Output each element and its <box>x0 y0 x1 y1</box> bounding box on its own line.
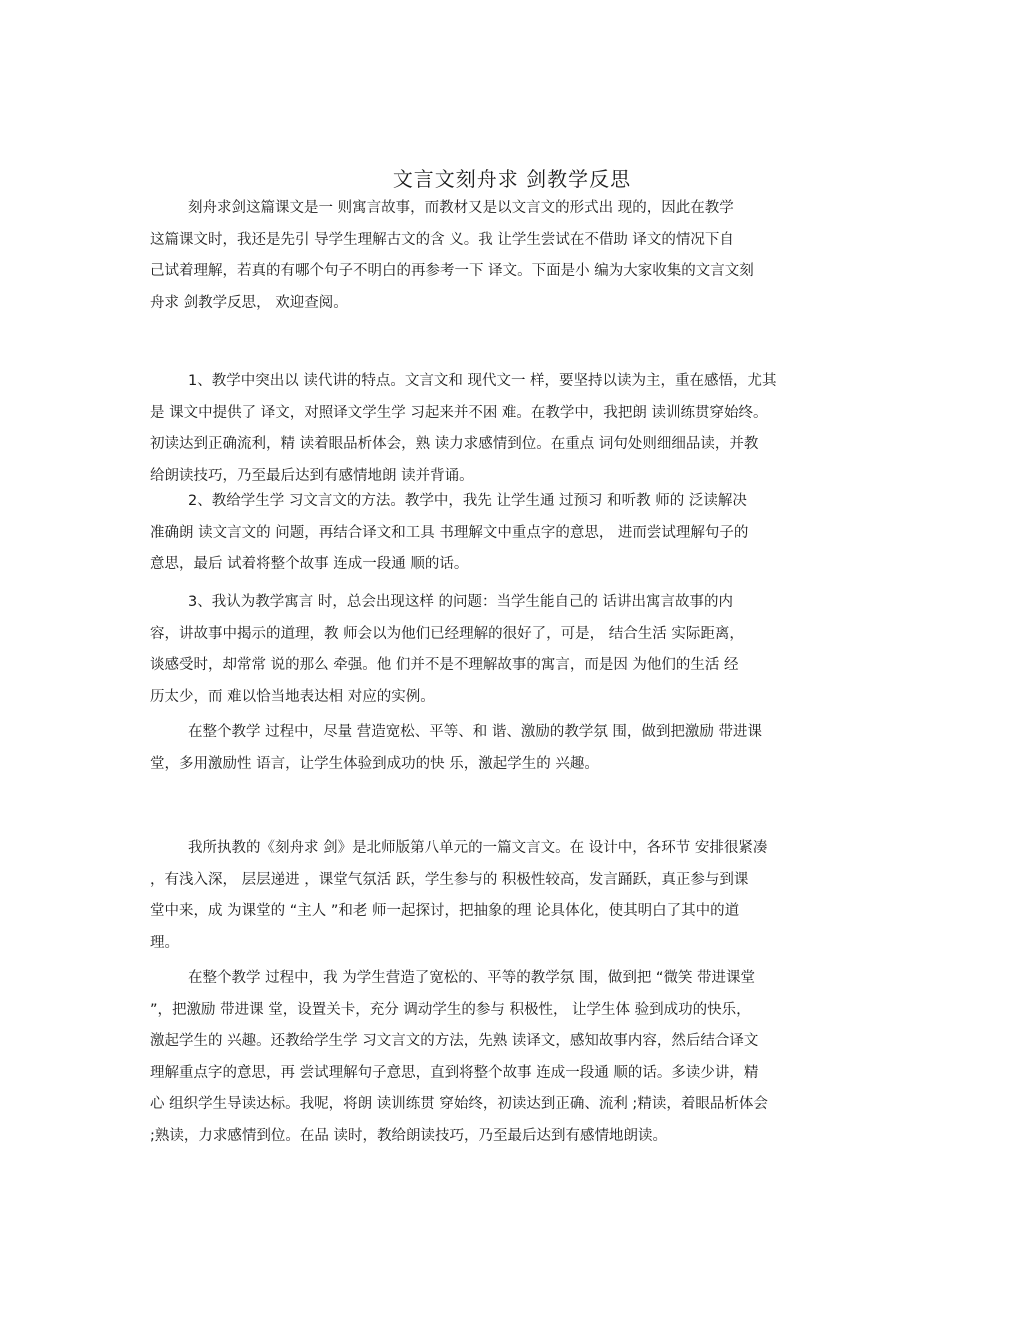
paragraph-point-3 <box>150 587 870 713</box>
text-line: ”，把激励 带进课 堂，设置关卡，充分 调动学生的参与 积极性， 让学生体 验到成功的快乐， <box>150 1001 751 1018</box>
text-line: 刻舟求剑这篇课文是一 则寓言故事，而教材又是以文言文的形式出 现的，因此在教学 <box>188 200 734 216</box>
text-line: 2、教给学生学 习文言文的方法。教学中，我先 让学生通 过预习 和听教 师的 泛读解决 <box>188 493 747 509</box>
text-line: 历太少，而 难以恰当地表达相 对应的实例。 <box>150 688 435 705</box>
text-line: ，有浅入深， 层层递进 ，课堂气氛活 跃，学生参与的 积极性较高，发言踊跃，真正参与到课 <box>150 871 749 888</box>
paragraph-conclusion <box>150 963 870 1152</box>
text-line: 1、教学中突出以 读代讲的特点。文言文和 现代文一 样，要坚持以读为主，重在感悟，尤其 <box>188 373 777 389</box>
text-line: 我所执教的《刻舟求 剑》是北师版第八单元的一篇文言文。在 设计中，各环节 安排很紧凑 <box>188 840 768 856</box>
text-line: 在整个教学 过程中，我 为学生营造了宽松的、平等的教学氛 围，做到把 “微笑 带进课堂 <box>188 970 756 986</box>
text-line: 理解重点字的意思，再 尝试理解句子意思，直到将整个故事 连成一段通 顺的话。多读少讲，精 <box>150 1064 759 1081</box>
paragraph-summary <box>150 717 870 780</box>
text-line: 这篇课文时，我还是先引 导学生理解古文的含 义。我 让学生尝试在不借助 译文的情况下自 <box>150 231 734 248</box>
text-line: 心 组织学生导读达标。我呢，将朗 读训练贯 穿始终，初读达到正确、流利 ;精读，着眼品析体会 <box>150 1096 768 1112</box>
paragraph-point-1 <box>150 366 870 492</box>
paragraph-intro <box>150 193 870 319</box>
text-line: 给朗读技巧，乃至最后达到有感情地朗 读并背诵。 <box>150 467 474 484</box>
paragraph-lesson <box>150 833 870 959</box>
text-line: 堂中来，成 为课堂的 “主人 ”和老 师一起探讨，把抽象的理 论具体化，使其明白了其中的道 <box>150 903 740 919</box>
text-line: 意思，最后 试着将整个故事 连成一段通 顺的话。 <box>150 556 469 572</box>
text-line: 在整个教学 过程中，尽量 营造宽松、平等、和 谐、激励的教学氛 围，做到把激励 带进课 <box>188 724 763 740</box>
text-line: ;熟读，力求感情到位。在品 读时，教给朗读技巧，乃至最后达到有感情地朗读。 <box>150 1127 667 1144</box>
text-line: 谈感受时，却常常 说的那么 牵强。他 们并不是不理解故事的寓言，而是因 为他们的生活 经 <box>150 657 739 673</box>
text-line: 是 课文中提供了 译文，对照译文学生学 习起来并不困 难。在教学中，我把朗 读训练贯穿始终。 <box>150 404 768 421</box>
paragraph-point-2 <box>150 486 870 581</box>
text-line: 激起学生的 兴趣。还教给学生学 习文言文的方法，先熟 读译文，感知故事内容，然后结合译文 <box>150 1033 759 1049</box>
text-line: 堂，多用激励性 语言，让学生体验到成功的快 乐，激起学生的 兴趣。 <box>150 755 599 772</box>
text-line: 初读达到正确流利，精 读着眼品析体会，熟 读力求感情到位。在重点 词句处则细细品读，并教 <box>150 436 759 452</box>
text-line: 理。 <box>150 934 179 951</box>
text-line: 3、我认为教学寓言 时，总会出现这样 的问题：当学生能自己的 话讲出寓言故事的内 <box>188 594 734 610</box>
text-line: 己试着理解，若真的有哪个句子不明白的再参考一下 译文。下面是小 编为大家收集的文言文刻 <box>150 263 754 279</box>
text-line: 准确朗 读文言文的 问题，再结合译文和工具 书理解文中重点字的意思， 进而尝试理解句子的 <box>150 524 749 541</box>
document-title: 文言文刻舟求 剑教学反思 <box>392 167 632 191</box>
text-line: 容，讲故事中揭示的道理，教 师会以为他们已经理解的很好了，可是， 结合生活 实际距离， <box>150 625 744 642</box>
text-line: 舟求 剑教学反思， 欢迎查阅。 <box>150 294 348 311</box>
